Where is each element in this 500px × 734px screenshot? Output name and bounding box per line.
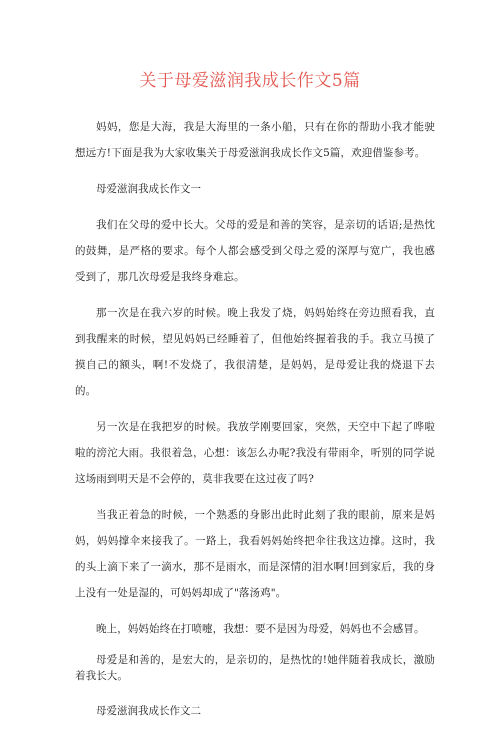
section-heading-1: 母爱滋润我成长作文一	[96, 183, 201, 195]
paragraph-2: 那一次是在我六岁的时候。晚上我发了烧，妈妈始终在旁边照看我，直到我醒来的时候，望见妈妈已经睡着了，但他始终握着我的手。我立马摸了摸自己的额头，啊!不发烧了，我很清楚，是妈妈，是母爱让我的烧退下去的。	[75, 307, 435, 397]
intro-paragraph: 妈妈，您是大海，我是大海里的一条小船，只有在你的帮助小我才能驶想远方!下面是我为大家收集关于母爱滋润我成长作文5篇，欢迎借鉴参考。	[75, 121, 435, 159]
paragraph-6: 母爱是和善的，是宏大的，是亲切的，是热忱的!她伴随着我成长，激励着我长大。	[75, 654, 435, 682]
paragraph-5: 晚上，妈妈始终在打喷嚏，我想：要不是因为母爱，妈妈也不会感冒。	[96, 623, 425, 635]
paragraph-4: 当我正着急的时候，一个熟悉的身影出此时此刻了我的眼前，原来是妈妈，妈妈撑伞来接我了。一路上，我看妈妈始终把伞往我这边撑。这时，我的头上滴下来了一滴水，那不是雨水，而是深情的泪水啊!回到家后，我的身上没有一处是湿的，可妈妈却成了"落汤鸡"。	[75, 509, 435, 599]
section-heading-2: 母爱滋润我成长作文二	[96, 705, 201, 717]
paragraph-3: 另一次是在我把岁的时候。我放学刚要回家，突然，天空中下起了哗啦啦的滂沱大雨。我很着急，心想：该怎么办呢?我没有带雨伞，听别的同学说这场雨到明天是不会停的，莫非我要在这过夜了吗?	[75, 421, 435, 485]
document-body	[75, 114, 435, 734]
paragraph-1: 我们在父母的爱中长大。父母的爱是和善的笑容，是亲切的话语;是热忱的鼓舞，是严格的要求。每个人都会感受到父母之爱的深厚与宽广，我也感受到了，那几次母爱是我终身难忘。	[75, 219, 435, 283]
document-title: 关于母爱滋润我成长作文5篇	[139, 71, 361, 91]
